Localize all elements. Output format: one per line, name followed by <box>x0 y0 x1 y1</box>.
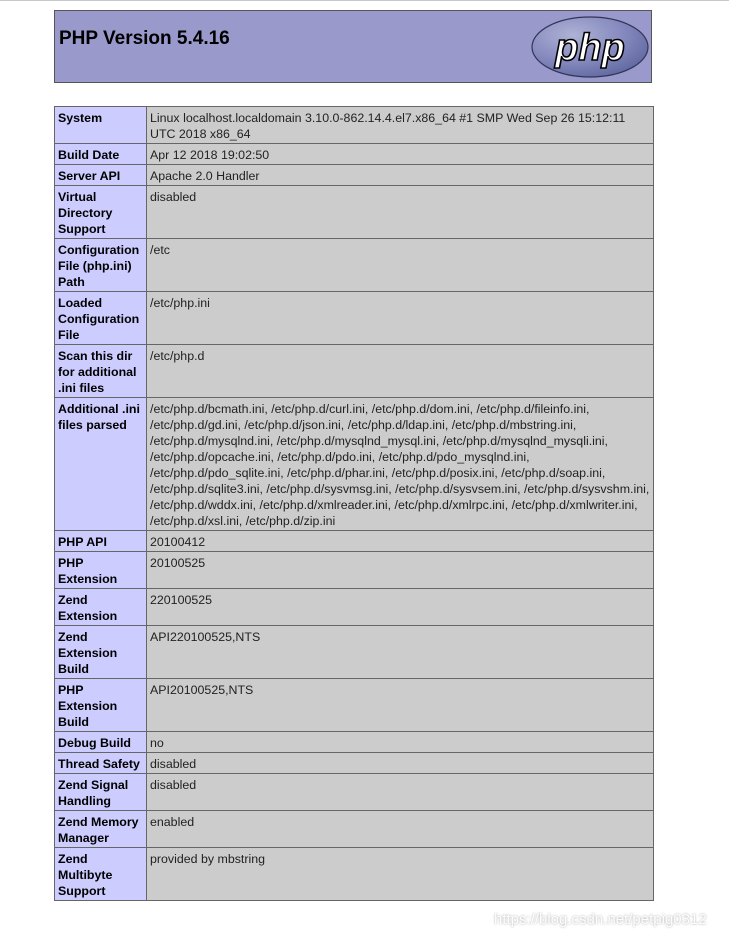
row-value: disabled <box>147 753 654 774</box>
table-row <box>55 552 654 589</box>
table-row <box>55 398 654 531</box>
row-value: /etc <box>147 239 654 292</box>
page-title: PHP Version 5.4.16 <box>59 28 230 49</box>
row-key: PHP Extension Build <box>55 679 147 732</box>
table-row <box>55 144 654 165</box>
row-key: System <box>55 107 147 144</box>
row-value: enabled <box>147 811 654 848</box>
row-key: Thread Safety <box>55 753 147 774</box>
table-row <box>55 292 654 345</box>
row-value: no <box>147 732 654 753</box>
row-value: Linux localhost.localdomain 3.10.0-862.14.4.el7.x86_64 #1 SMP Wed Sep 26 15:12:11 UTC 2018 x86_64 <box>147 107 654 144</box>
row-key: Loaded Configuration File <box>55 292 147 345</box>
row-value: /etc/php.ini <box>147 292 654 345</box>
row-key: Build Date <box>55 144 147 165</box>
row-value: 220100525 <box>147 589 654 626</box>
row-value: /etc/php.d <box>147 345 654 398</box>
row-value: 20100412 <box>147 531 654 552</box>
row-key: Server API <box>55 165 147 186</box>
row-key: Zend Signal Handling <box>55 774 147 811</box>
table-row <box>55 732 654 753</box>
row-value: API220100525,NTS <box>147 626 654 679</box>
table-row <box>55 811 654 848</box>
table-row <box>55 165 654 186</box>
row-key: Virtual Directory Support <box>55 186 147 239</box>
row-key: Additional .ini files parsed <box>55 398 147 531</box>
table-row <box>55 589 654 626</box>
table-row <box>55 753 654 774</box>
table-row <box>55 774 654 811</box>
table-row <box>55 679 654 732</box>
row-key: Zend Memory Manager <box>55 811 147 848</box>
row-value: disabled <box>147 774 654 811</box>
row-key: Scan this dir for additional .ini files <box>55 345 147 398</box>
top-divider <box>0 0 729 1</box>
table-row <box>55 626 654 679</box>
row-key: Zend Multibyte Support <box>55 848 147 901</box>
row-key: Configuration File (php.ini) Path <box>55 239 147 292</box>
row-value: provided by mbstring <box>147 848 654 901</box>
php-info-table <box>54 106 654 901</box>
row-key: PHP Extension <box>55 552 147 589</box>
row-value: Apr 12 2018 19:02:50 <box>147 144 654 165</box>
php-version-header <box>54 10 652 83</box>
watermark: https://blog.csdn.net/petpig0312 <box>494 911 707 928</box>
row-key: Zend Extension <box>55 589 147 626</box>
row-value: API20100525,NTS <box>147 679 654 732</box>
row-value: /etc/php.d/bcmath.ini, /etc/php.d/curl.ini, /etc/php.d/dom.ini, /etc/php.d/fileinfo.ini, /etc/php.d/gd.ini, /etc/php.d/json.ini, /etc/php.d/ldap.ini, /etc/php.d/mbstring.ini, /etc/php.d/mysqlnd.ini, /etc/php.d/mysqlnd_mysql.ini, /etc/php.d/mysqlnd_mysqli.ini, /etc/php.d/opcache.ini, /etc/php.d/pdo.ini, /etc/php.d/pdo_mysqlnd.ini, /etc/php.d/pdo_sqlite.ini, /etc/php.d/phar.ini, /etc/php.d/posix.ini, /etc/php.d/soap.ini, /etc/php.d/sqlite3.ini, /etc/php.d/sysvmsg.ini, /etc/php.d/sysvsem.ini, /etc/php.d/sysvshm.ini, /etc/php.d/wddx.ini, /etc/php.d/xmlreader.ini, /etc/php.d/xmlrpc.ini, /etc/php.d/xmlwriter.ini, /etc/php.d/xsl.ini, /etc/php.d/zip.ini <box>147 398 654 531</box>
table-row <box>55 186 654 239</box>
row-value: Apache 2.0 Handler <box>147 165 654 186</box>
table-row <box>55 239 654 292</box>
php-logo-icon <box>531 16 649 78</box>
row-key: Zend Extension Build <box>55 626 147 679</box>
row-key: PHP API <box>55 531 147 552</box>
row-key: Debug Build <box>55 732 147 753</box>
row-value: 20100525 <box>147 552 654 589</box>
table-row <box>55 848 654 901</box>
table-row <box>55 107 654 144</box>
table-row <box>55 345 654 398</box>
row-value: disabled <box>147 186 654 239</box>
table-row <box>55 531 654 552</box>
php-logo-text: php <box>555 27 625 69</box>
